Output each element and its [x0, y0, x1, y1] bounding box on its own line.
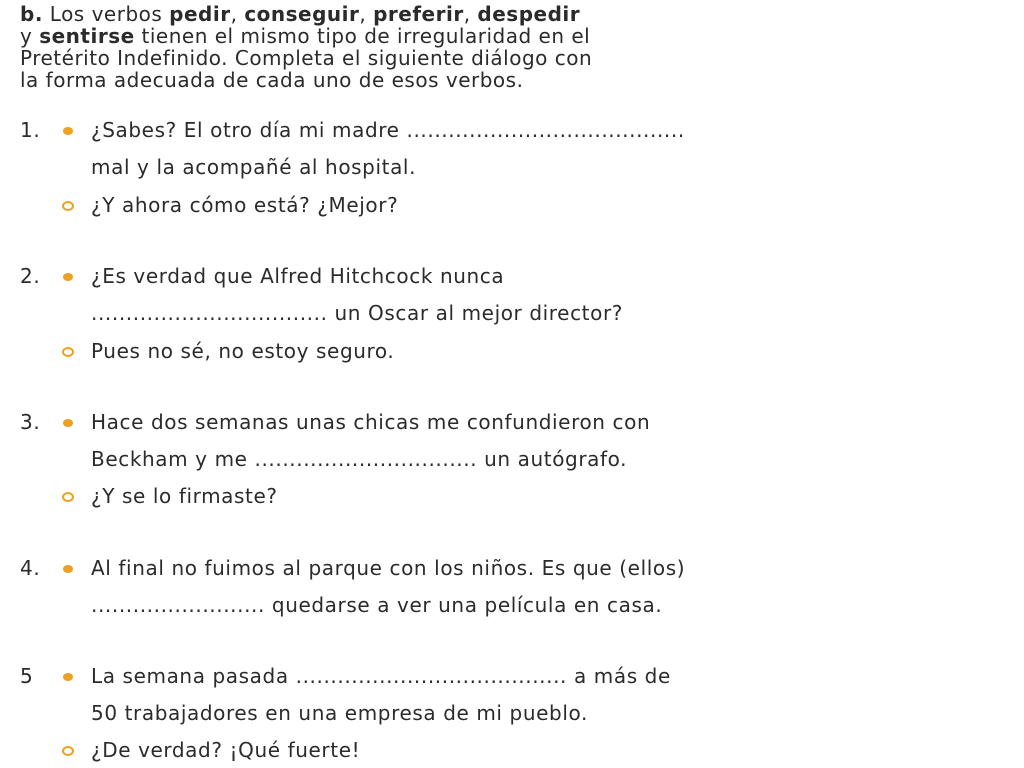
- exercise-reply: Pues no sé, no estoy seguro.: [91, 339, 395, 363]
- speaker-b-bullet-icon: [62, 347, 74, 357]
- exercise-line[interactable]: La semana pasada ....................................... a más de: [91, 664, 671, 688]
- exercise-reply: ¿Y ahora cómo está? ¿Mejor?: [91, 193, 399, 217]
- exercise-number: 3.: [20, 410, 41, 434]
- speaker-b-bullet-icon: [62, 492, 74, 502]
- instructions-line3: Pretérito Indefinido. Completa el siguiente diálogo con: [20, 46, 593, 70]
- instructions-line4: la forma adecuada de cada uno de esos verbos.: [20, 68, 524, 92]
- exercise-reply: ¿De verdad? ¡Qué fuerte!: [91, 738, 361, 762]
- exercise-number: 2.: [20, 264, 41, 288]
- instructions-rest: tienen el mismo tipo de irregularidad en el: [141, 24, 591, 48]
- speaker-a-bullet-icon: [63, 127, 73, 135]
- exercise-line[interactable]: ¿Sabes? El otro día mi madre ........................................: [91, 118, 685, 142]
- exercise-number: 1.: [20, 118, 41, 142]
- instructions-label: b.: [20, 2, 43, 26]
- exercise-line: Hace dos semanas unas chicas me confundieron con: [91, 410, 651, 434]
- exercise-line[interactable]: .................................. un Oscar al mejor director?: [91, 301, 623, 325]
- verb-conseguir: conseguir: [244, 2, 360, 26]
- verb-sentirse: sentirse: [39, 24, 135, 48]
- exercise-reply: ¿Y se lo firmaste?: [91, 484, 278, 508]
- speaker-a-bullet-icon: [63, 273, 73, 281]
- instructions-pre: Los verbos: [49, 2, 163, 26]
- exercise-line: ¿Es verdad que Alfred Hitchcock nunca: [91, 264, 505, 288]
- instructions-conjunction: y: [20, 24, 33, 48]
- exercise-number: 5: [20, 664, 34, 688]
- verb-preferir: preferir: [373, 2, 464, 26]
- speaker-a-bullet-icon: [63, 673, 73, 681]
- instructions: b. Los verbos pedir, conseguir, preferir, despedir y sentirse tienen el mismo tipo de irregularidad en el Pretérito Indefinido. Completa el siguiente diálogo con la forma adecuada de cada uno de esos verbos.: [20, 2, 593, 92]
- speaker-a-bullet-icon: [63, 565, 73, 573]
- exercise-line: 50 trabajadores en una empresa de mi pueblo.: [91, 701, 588, 725]
- exercise-line[interactable]: ......................... quedarse a ver una película en casa.: [91, 593, 663, 617]
- verb-despedir: despedir: [477, 2, 581, 26]
- exercise-line[interactable]: Beckham y me ................................ un autógrafo.: [91, 447, 628, 471]
- speaker-a-bullet-icon: [63, 419, 73, 427]
- verb-pedir: pedir: [169, 2, 231, 26]
- speaker-b-bullet-icon: [62, 201, 74, 211]
- exercise-line: Al final no fuimos al parque con los niños. Es que (ellos): [91, 556, 686, 580]
- exercise-number: 4.: [20, 556, 41, 580]
- exercise-line: mal y la acompañé al hospital.: [91, 155, 417, 179]
- speaker-b-bullet-icon: [62, 746, 74, 756]
